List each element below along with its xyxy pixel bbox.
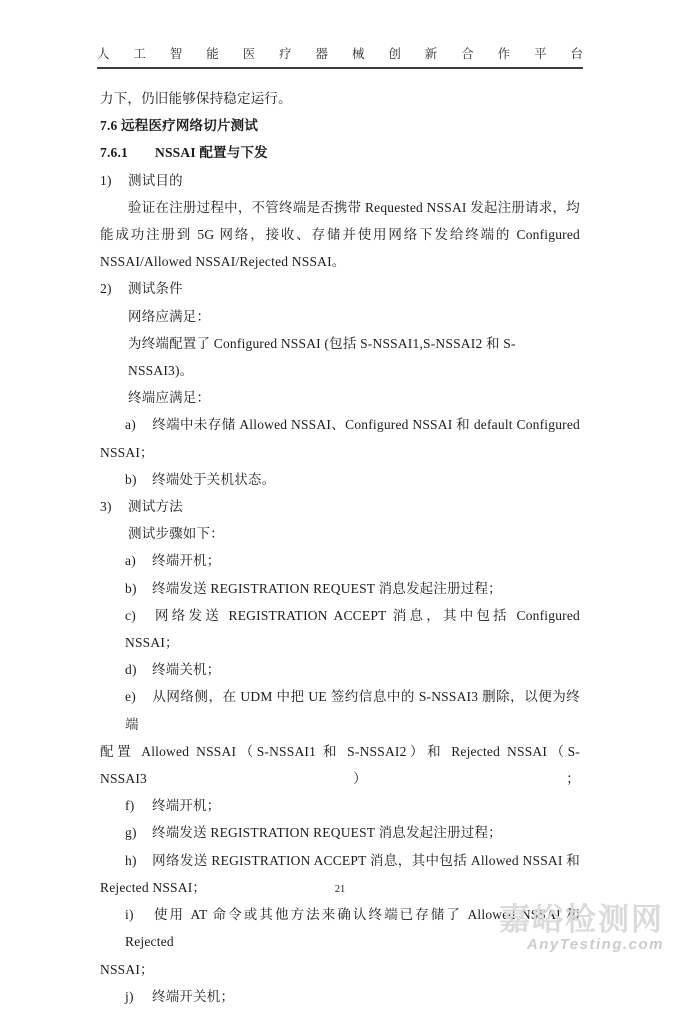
list-text: 终端开机； (152, 553, 221, 569)
document-body (100, 85, 580, 1010)
step-item-b (100, 575, 580, 602)
step-item-h (100, 847, 580, 874)
paragraph-line: 终端应满足： (128, 390, 211, 406)
list-marker: g) (125, 825, 137, 841)
list-marker: i) (125, 907, 134, 923)
list-marker: 2) (100, 281, 112, 297)
list-text: 测试目的 (128, 172, 183, 188)
list-marker: b) (125, 580, 137, 596)
step-item-c (100, 602, 580, 656)
list-text: 网络发送 REGISTRATION ACCEPT 消息，其中包括 Allowed NSSAI 和 (152, 852, 580, 868)
header-rule (97, 67, 583, 69)
list-marker: d) (125, 662, 137, 678)
paragraph-line: NSSAI/Allowed NSSAI/Rejected NSSAI。 (100, 254, 346, 270)
list-text: 终端开关机； (152, 988, 235, 1004)
list-text: 终端开机； (152, 798, 221, 814)
list-marker: 3) (100, 499, 112, 515)
list-text: 终端发送 REGISTRATION REQUEST 消息发起注册过程； (152, 580, 502, 596)
list-marker: j) (125, 988, 134, 1004)
heading-text: NSSAI 配置与下发 (155, 145, 268, 161)
list-marker: e) (125, 689, 136, 705)
list-text: 使用 AT 命令或其他方法来确认终端已存储了 Allowed NSSAI 和 Rejected (125, 907, 580, 950)
section-heading-7-6: 7.6 远程医疗网络切片测试 (100, 118, 259, 134)
list-text: 从网络侧，在 UDM 中把 UE 签约信息中的 S-NSSAI3 删除，以便为终端 (125, 689, 580, 732)
paragraph-line: 网络应满足： (128, 308, 211, 324)
list-text: 网络发送 REGISTRATION ACCEPT 消息，其中包括 Configured NSSAI； (125, 607, 580, 651)
list-marker: c) (125, 607, 136, 623)
paragraph-line: 测试步骤如下： (128, 526, 224, 542)
section-heading-7-6-1 (100, 139, 580, 166)
paragraph-line: NSSAI； (100, 444, 154, 460)
watermark (499, 901, 664, 953)
list-text: 终端中未存储 Allowed NSSAI、Configured NSSAI 和 default Configured (152, 417, 580, 433)
paragraph-line: 为终端配置了 Configured NSSAI (包括 S-NSSAI1,S-NSSAI2 和 S-NSSAI3)。 (128, 335, 516, 379)
list-item-a (100, 411, 580, 438)
watermark-site-url: AnyTesting.com (526, 935, 664, 953)
list-item-1 (100, 167, 580, 194)
page-header (97, 46, 583, 69)
list-item-2 (100, 275, 580, 302)
list-marker: 1) (100, 172, 112, 188)
heading-number: 7.6.1 (100, 145, 128, 161)
step-item-e (100, 683, 580, 737)
step-item-d (100, 656, 580, 683)
watermark-site-name: 嘉峪检测网 (499, 901, 664, 937)
step-item-j (100, 983, 580, 1010)
list-item-b (100, 466, 580, 493)
list-text: 终端发送 REGISTRATION REQUEST 消息发起注册过程； (152, 825, 502, 841)
paragraph-line: Rejected NSSAI； (100, 879, 207, 895)
page-number: 21 (334, 884, 346, 895)
list-text: 测试方法 (128, 499, 183, 515)
list-marker: f) (125, 798, 135, 814)
paragraph-line: 力下，仍旧能够保持稳定运行。 (100, 91, 292, 106)
paragraph-line: 配置 Allowed NSSAI（S-NSSAI1 和 S-NSSAI2）和 Rejected NSSAI（S-NSSAI3）； (100, 743, 580, 787)
list-text: 终端关机； (152, 662, 221, 678)
paragraph-line: 能成功注册到 5G 网络，接收、存储并使用网络下发给终端的 Configured (100, 227, 580, 243)
list-marker: h) (125, 852, 137, 868)
list-text: 测试条件 (128, 281, 183, 297)
step-item-a (100, 547, 580, 574)
step-item-g (100, 819, 580, 846)
list-marker: a) (125, 417, 136, 433)
list-item-3 (100, 493, 580, 520)
paragraph-line: 验证在注册过程中，不管终端是否携带 Requested NSSAI 发起注册请求，均 (128, 199, 580, 215)
paragraph-line: NSSAI； (100, 961, 154, 977)
list-text: 终端处于关机状态。 (152, 471, 276, 487)
page-footer (100, 884, 580, 895)
list-marker: b) (125, 471, 137, 487)
step-item-f (100, 792, 580, 819)
header-title: 人 工 智 能 医 疗 器 械 创 新 合 作 平 台 (97, 47, 583, 61)
list-marker: a) (125, 553, 136, 569)
